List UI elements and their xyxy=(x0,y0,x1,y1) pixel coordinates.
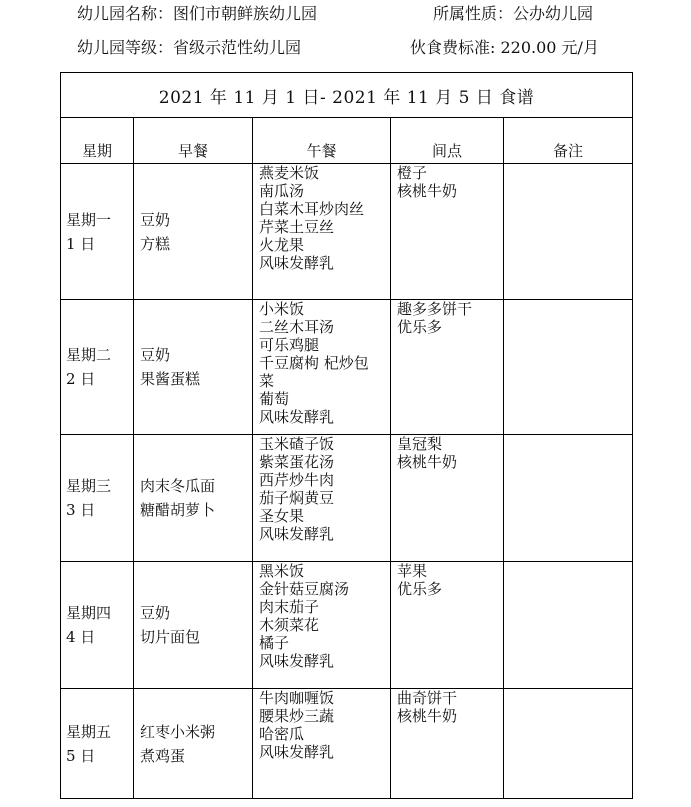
snack-cell xyxy=(391,435,504,562)
breakfast-cell xyxy=(134,300,253,435)
breakfast-item: 果酱蛋糕 xyxy=(140,370,201,388)
lunch-cell xyxy=(253,164,391,300)
lunch-cell xyxy=(253,562,391,689)
snack-item: 优乐多 xyxy=(397,580,443,598)
lunch-item: 哈密瓜 xyxy=(259,725,305,743)
lunch-item: 葡萄 xyxy=(259,390,290,408)
breakfast-item: 肉末冬瓜面 xyxy=(140,477,216,495)
snack-cell xyxy=(391,300,504,435)
lunch-item: 可乐鸡腿 xyxy=(259,336,320,354)
weekday-label: 星期三 xyxy=(66,477,112,495)
kindergarten-name: 幼儿园名称：图们市朝鲜族幼儿园 xyxy=(77,4,318,23)
lunch-item: 风味发酵乳 xyxy=(259,652,335,670)
day-cell xyxy=(61,300,134,435)
notes-cell xyxy=(504,435,633,562)
column-header-day: 星期 xyxy=(61,118,134,164)
snack-item: 苹果 xyxy=(397,562,428,580)
kindergarten-nature: 所属性质：公办幼儿园 xyxy=(433,4,594,23)
date-label: 5 日 xyxy=(66,746,96,765)
weekday-label: 星期四 xyxy=(66,604,112,622)
table-row xyxy=(61,164,633,300)
table-row xyxy=(61,562,633,689)
column-header-notes: 备注 xyxy=(504,118,633,164)
lunch-item: 芹菜土豆丝 xyxy=(259,218,335,236)
column-header-lunch: 午餐 xyxy=(253,118,391,164)
lunch-item: 黑米饭 xyxy=(259,562,305,580)
breakfast-cell xyxy=(134,164,253,300)
snack-item: 核桃牛奶 xyxy=(397,453,458,471)
snack-item: 核桃牛奶 xyxy=(397,182,458,200)
lunch-item: 圣女果 xyxy=(259,507,305,525)
breakfast-item: 切片面包 xyxy=(140,628,201,646)
snack-cell xyxy=(391,689,504,799)
breakfast-cell xyxy=(134,689,253,799)
snack-item: 优乐多 xyxy=(397,318,443,336)
lunch-item: 风味发酵乳 xyxy=(259,525,335,543)
breakfast-item: 豆奶 xyxy=(140,210,171,229)
lunch-item: 金针菇豆腐汤 xyxy=(259,580,350,598)
lunch-cell xyxy=(253,300,391,435)
lunch-item: 风味发酵乳 xyxy=(259,743,335,761)
weekday-label: 星期二 xyxy=(66,346,112,364)
menu-title: 2021 年 11 月 1 日- 2021 年 11 月 5 日 食谱 xyxy=(61,73,633,118)
snack-item: 曲奇饼干 xyxy=(397,689,458,707)
snack-item: 橙子 xyxy=(397,164,428,182)
lunch-item: 玉米碴子饭 xyxy=(259,435,335,453)
lunch-item: 橘子 xyxy=(259,634,290,652)
notes-cell xyxy=(504,300,633,435)
lunch-item: 西芹炒牛肉 xyxy=(259,471,335,489)
breakfast-item: 方糕 xyxy=(140,234,171,253)
breakfast-cell xyxy=(134,435,253,562)
lunch-item: 肉末茄子 xyxy=(259,598,320,616)
lunch-item: 二丝木耳汤 xyxy=(259,318,335,336)
day-cell xyxy=(61,562,134,689)
date-label: 4 日 xyxy=(66,628,96,646)
lunch-item: 紫菜蛋花汤 xyxy=(259,453,335,471)
weekday-label: 星期一 xyxy=(66,210,112,229)
lunch-cell xyxy=(253,689,391,799)
lunch-item: 小米饭 xyxy=(259,300,305,318)
lunch-item: 千豆腐枸 杞炒包菜 xyxy=(259,354,369,390)
lunch-item: 燕麦米饭 xyxy=(259,164,320,182)
breakfast-item: 煮鸡蛋 xyxy=(140,746,186,765)
weekly-menu-table xyxy=(60,72,633,799)
breakfast-item: 豆奶 xyxy=(140,604,171,622)
table-row xyxy=(61,435,633,562)
lunch-item: 火龙果 xyxy=(259,236,305,254)
lunch-item: 牛肉咖喱饭 xyxy=(259,689,335,707)
day-cell xyxy=(61,689,134,799)
column-header-snack: 间点 xyxy=(391,118,504,164)
column-header-row xyxy=(61,118,633,164)
lunch-item: 风味发酵乳 xyxy=(259,254,335,272)
snack-item: 趣多多饼干 xyxy=(397,300,473,318)
kindergarten-level: 幼儿园等级：省级示范性幼儿园 xyxy=(77,38,302,57)
breakfast-item: 豆奶 xyxy=(140,346,171,364)
notes-cell xyxy=(504,164,633,300)
breakfast-item: 糖醋胡萝卜 xyxy=(140,501,216,519)
meal-fee-standard: 伙食费标准: 220.00 元/月 xyxy=(410,38,599,57)
notes-cell xyxy=(504,689,633,799)
lunch-item: 南瓜汤 xyxy=(259,182,305,200)
breakfast-item: 红枣小米粥 xyxy=(140,722,216,741)
lunch-cell xyxy=(253,435,391,562)
lunch-item: 腰果炒三蔬 xyxy=(259,707,335,725)
lunch-item: 木须菜花 xyxy=(259,616,320,634)
day-cell xyxy=(61,435,134,562)
snack-item: 核桃牛奶 xyxy=(397,707,458,725)
column-header-breakfast: 早餐 xyxy=(134,118,253,164)
weekday-label: 星期五 xyxy=(66,722,112,741)
snack-item: 皇冠梨 xyxy=(397,435,443,453)
breakfast-cell xyxy=(134,562,253,689)
table-row xyxy=(61,300,633,435)
table-row xyxy=(61,689,633,799)
notes-cell xyxy=(504,562,633,689)
day-cell xyxy=(61,164,134,300)
date-label: 3 日 xyxy=(66,501,96,519)
lunch-item: 茄子焖黄豆 xyxy=(259,489,335,507)
snack-cell xyxy=(391,562,504,689)
lunch-item: 风味发酵乳 xyxy=(259,408,335,426)
snack-cell xyxy=(391,164,504,300)
date-label: 2 日 xyxy=(66,370,96,388)
lunch-item: 白菜木耳炒肉丝 xyxy=(259,200,365,218)
date-label: 1 日 xyxy=(66,234,96,253)
